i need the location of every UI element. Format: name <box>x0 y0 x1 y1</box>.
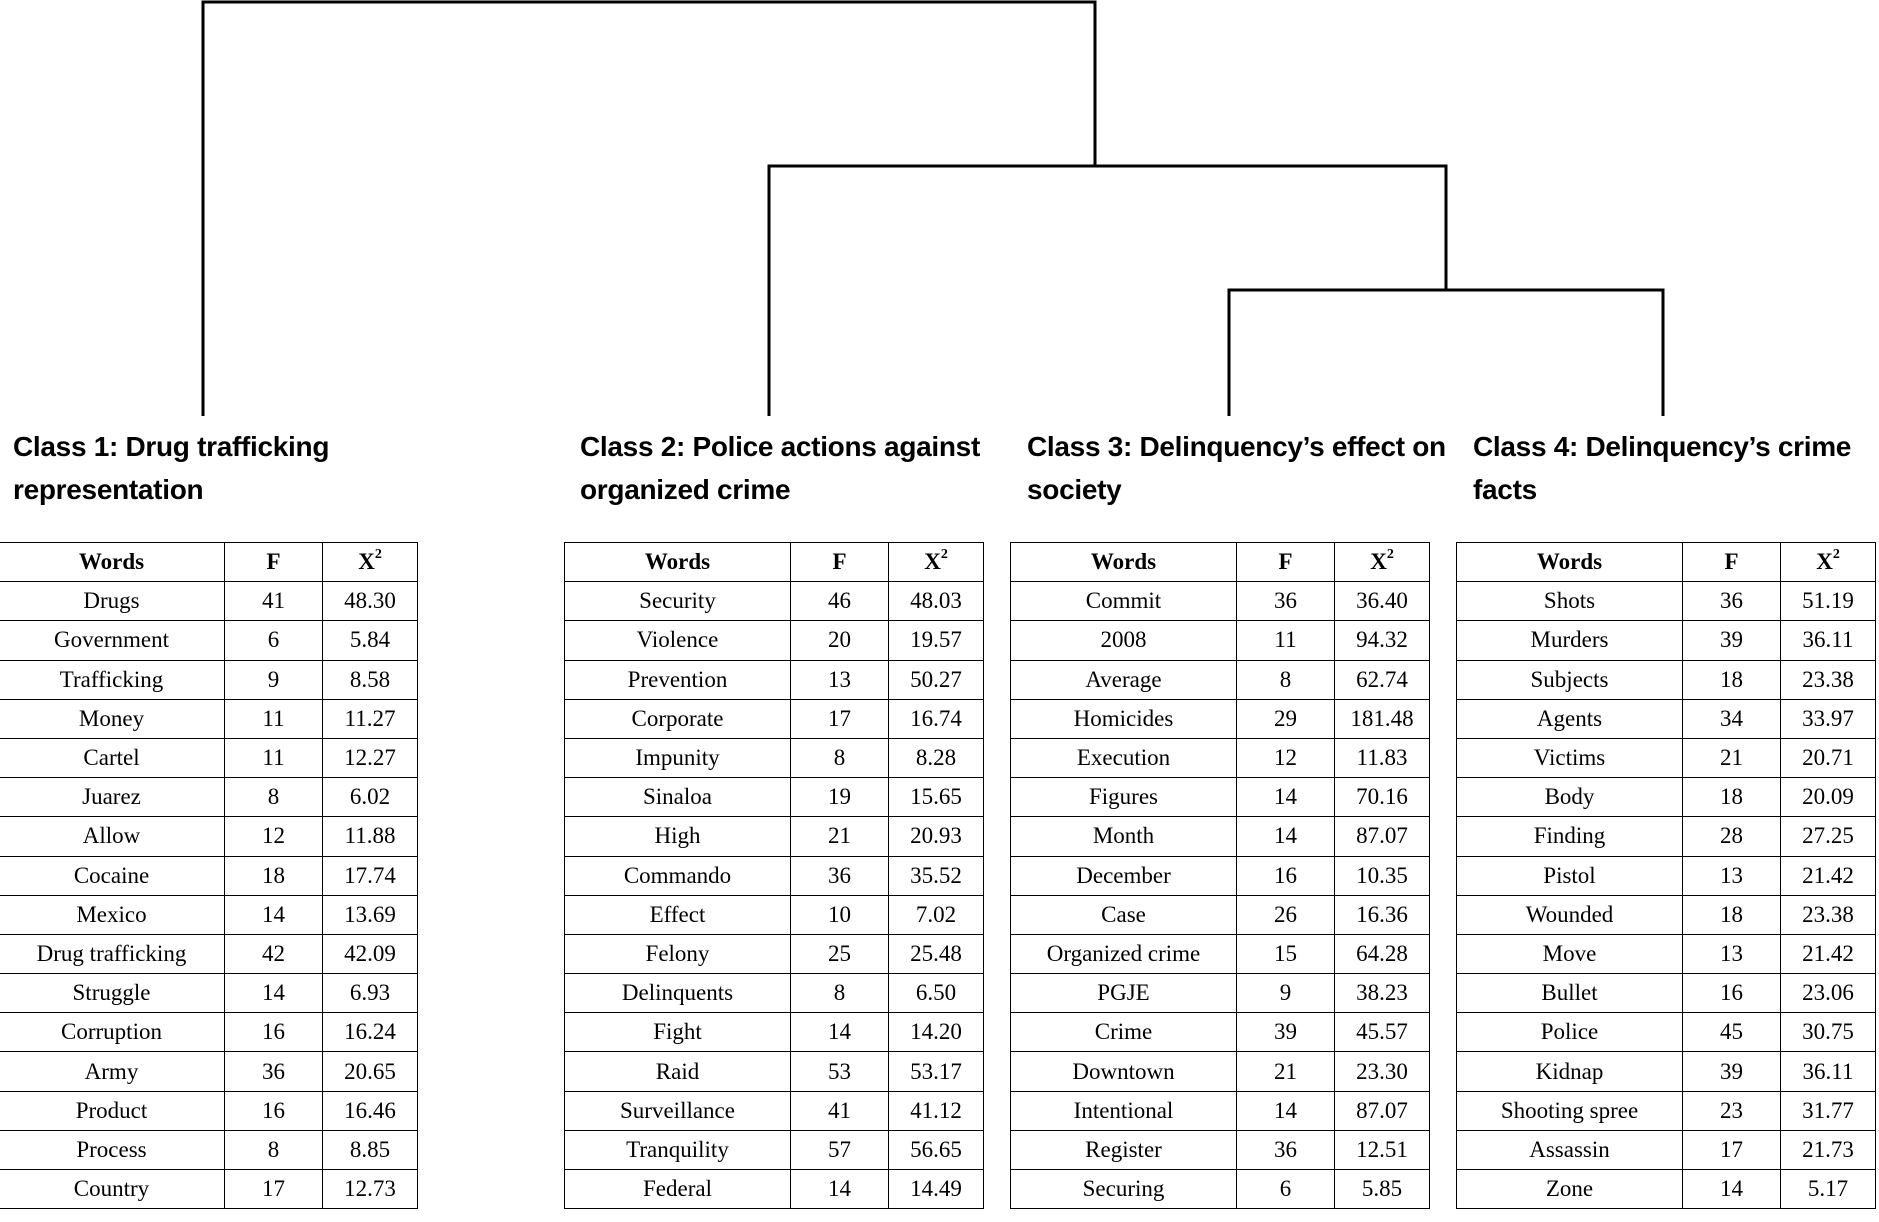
chi-square-cell: 87.07 <box>1335 1091 1430 1130</box>
frequency-cell: 16 <box>225 1013 323 1052</box>
word-cell: Allow <box>0 817 225 856</box>
table-row <box>1011 778 1430 817</box>
chi-square-cell: 23.38 <box>1781 660 1876 699</box>
frequency-cell: 39 <box>1237 1013 1335 1052</box>
frequency-cell: 18 <box>1683 895 1781 934</box>
header-words: Words <box>1457 543 1683 582</box>
frequency-cell: 8 <box>1237 660 1335 699</box>
table-row <box>0 738 418 777</box>
chi-square-cell: 94.32 <box>1335 621 1430 660</box>
word-cell: Impunity <box>565 738 791 777</box>
header-words: Words <box>565 543 791 582</box>
chi-square-cell: 64.28 <box>1335 934 1430 973</box>
chi-square-cell: 38.23 <box>1335 974 1430 1013</box>
header-x2-base: X <box>358 549 375 575</box>
frequency-cell: 36 <box>1237 582 1335 621</box>
frequency-cell: 36 <box>791 856 889 895</box>
frequency-cell: 46 <box>791 582 889 621</box>
frequency-cell: 21 <box>1237 1052 1335 1091</box>
frequency-cell: 14 <box>1237 1091 1335 1130</box>
word-cell: Murders <box>1457 621 1683 660</box>
table-row <box>565 817 984 856</box>
frequency-cell: 29 <box>1237 699 1335 738</box>
table-row <box>1011 582 1430 621</box>
table-row <box>0 1013 418 1052</box>
header-f: F <box>225 543 323 582</box>
class-3-title: Class 3: Delinquency’s effect on society <box>1027 431 1446 505</box>
frequency-cell: 36 <box>1237 1130 1335 1169</box>
frequency-cell: 8 <box>791 974 889 1013</box>
chi-square-cell: 16.24 <box>323 1013 418 1052</box>
table-row <box>0 1091 418 1130</box>
word-cell: Sinaloa <box>565 778 791 817</box>
frequency-cell: 45 <box>1683 1013 1781 1052</box>
chi-square-cell: 42.09 <box>323 934 418 973</box>
chi-square-cell: 27.25 <box>1781 817 1876 856</box>
frequency-cell: 39 <box>1683 1052 1781 1091</box>
table-row <box>1457 1013 1876 1052</box>
word-cell: Government <box>0 621 225 660</box>
chi-square-cell: 19.57 <box>889 621 984 660</box>
frequency-cell: 17 <box>225 1170 323 1209</box>
frequency-cell: 11 <box>225 738 323 777</box>
chi-square-cell: 23.06 <box>1781 974 1876 1013</box>
header-x2 <box>323 543 418 582</box>
chi-square-cell: 20.65 <box>323 1052 418 1091</box>
table-row <box>1457 856 1876 895</box>
word-cell: Bullet <box>1457 974 1683 1013</box>
table-header <box>1457 543 1876 582</box>
word-cell: Subjects <box>1457 660 1683 699</box>
chi-square-cell: 30.75 <box>1781 1013 1876 1052</box>
table-body <box>565 582 984 1209</box>
table-body <box>0 582 418 1209</box>
frequency-cell: 17 <box>791 699 889 738</box>
header-f: F <box>1237 543 1335 582</box>
chi-square-cell: 48.30 <box>323 582 418 621</box>
table-row <box>1457 934 1876 973</box>
header-row <box>1011 543 1430 582</box>
word-cell: Securing <box>1011 1170 1237 1209</box>
word-cell: Shooting spree <box>1457 1091 1683 1130</box>
chi-square-cell: 11.83 <box>1335 738 1430 777</box>
chi-square-cell: 33.97 <box>1781 699 1876 738</box>
table-body <box>1457 582 1876 1209</box>
word-cell: Corporate <box>565 699 791 738</box>
word-cell: Effect <box>565 895 791 934</box>
frequency-cell: 57 <box>791 1130 889 1169</box>
word-cell: Wounded <box>1457 895 1683 934</box>
frequency-cell: 14 <box>791 1013 889 1052</box>
frequency-cell: 8 <box>225 778 323 817</box>
chi-square-cell: 17.74 <box>323 856 418 895</box>
word-cell: Juarez <box>0 778 225 817</box>
header-words: Words <box>0 543 225 582</box>
frequency-cell: 36 <box>1683 582 1781 621</box>
chi-square-cell: 20.71 <box>1781 738 1876 777</box>
word-cell: Drugs <box>0 582 225 621</box>
frequency-cell: 9 <box>1237 974 1335 1013</box>
chi-square-cell: 45.57 <box>1335 1013 1430 1052</box>
frequency-cell: 16 <box>1237 856 1335 895</box>
header-x2-base: X <box>1370 549 1387 575</box>
frequency-cell: 11 <box>1237 621 1335 660</box>
frequency-cell: 53 <box>791 1052 889 1091</box>
frequency-cell: 41 <box>791 1091 889 1130</box>
word-cell: Average <box>1011 660 1237 699</box>
word-cell: Trafficking <box>0 660 225 699</box>
word-cell: Cocaine <box>0 856 225 895</box>
frequency-cell: 11 <box>225 699 323 738</box>
word-cell: Execution <box>1011 738 1237 777</box>
header-x2-base: X <box>1816 549 1833 575</box>
frequency-cell: 18 <box>225 856 323 895</box>
chi-square-cell: 8.85 <box>323 1130 418 1169</box>
word-cell: Intentional <box>1011 1091 1237 1130</box>
chi-square-cell: 5.85 <box>1335 1170 1430 1209</box>
table-row <box>565 1052 984 1091</box>
table-row <box>1457 699 1876 738</box>
frequency-cell: 13 <box>791 660 889 699</box>
frequency-cell: 14 <box>1237 778 1335 817</box>
word-cell: Victims <box>1457 738 1683 777</box>
frequency-cell: 41 <box>225 582 323 621</box>
word-cell: Pistol <box>1457 856 1683 895</box>
chi-square-cell: 23.38 <box>1781 895 1876 934</box>
word-cell: Product <box>0 1091 225 1130</box>
word-cell: Army <box>0 1052 225 1091</box>
chi-square-cell: 11.88 <box>323 817 418 856</box>
word-cell: Surveillance <box>565 1091 791 1130</box>
frequency-cell: 23 <box>1683 1091 1781 1130</box>
table-row <box>1011 1091 1430 1130</box>
word-cell: Crime <box>1011 1013 1237 1052</box>
table-row <box>1011 738 1430 777</box>
word-cell: Federal <box>565 1170 791 1209</box>
chi-square-cell: 87.07 <box>1335 817 1430 856</box>
class-4-table <box>1456 542 1876 1209</box>
word-cell: Process <box>0 1130 225 1169</box>
header-f: F <box>1683 543 1781 582</box>
word-cell: Security <box>565 582 791 621</box>
frequency-cell: 13 <box>1683 856 1781 895</box>
frequency-cell: 18 <box>1683 778 1781 817</box>
word-cell: Prevention <box>565 660 791 699</box>
word-cell: Corruption <box>0 1013 225 1052</box>
word-cell: Finding <box>1457 817 1683 856</box>
frequency-cell: 34 <box>1683 699 1781 738</box>
table-row <box>565 582 984 621</box>
table-row <box>565 1091 984 1130</box>
table-header <box>0 543 418 582</box>
frequency-cell: 19 <box>791 778 889 817</box>
frequency-cell: 14 <box>225 974 323 1013</box>
word-cell: Move <box>1457 934 1683 973</box>
chi-square-cell: 6.50 <box>889 974 984 1013</box>
table-row <box>1457 1052 1876 1091</box>
frequency-cell: 6 <box>1237 1170 1335 1209</box>
word-cell: Mexico <box>0 895 225 934</box>
header-x2-superscript: 2 <box>374 547 382 563</box>
word-cell: Delinquents <box>565 974 791 1013</box>
header-words: Words <box>1011 543 1237 582</box>
word-cell: Agents <box>1457 699 1683 738</box>
class-2-title: Class 2: Police actions against organized crime <box>580 431 980 505</box>
class-2-table <box>564 542 984 1209</box>
table-row <box>0 974 418 1013</box>
word-cell: High <box>565 817 791 856</box>
chi-square-cell: 21.42 <box>1781 856 1876 895</box>
word-cell: Shots <box>1457 582 1683 621</box>
header-x2-superscript: 2 <box>940 547 948 563</box>
chi-square-cell: 14.20 <box>889 1013 984 1052</box>
table-row <box>0 699 418 738</box>
table-row <box>0 582 418 621</box>
word-cell: December <box>1011 856 1237 895</box>
header-row <box>0 543 418 582</box>
frequency-cell: 28 <box>1683 817 1781 856</box>
chi-square-cell: 51.19 <box>1781 582 1876 621</box>
table-row <box>0 778 418 817</box>
word-cell: Kidnap <box>1457 1052 1683 1091</box>
chi-square-cell: 6.02 <box>323 778 418 817</box>
chi-square-cell: 16.46 <box>323 1091 418 1130</box>
header-f: F <box>791 543 889 582</box>
table-header <box>1011 543 1430 582</box>
table-row <box>565 1170 984 1209</box>
table-row <box>1011 1130 1430 1169</box>
table-row <box>565 778 984 817</box>
table-row <box>1457 1170 1876 1209</box>
chi-square-cell: 23.30 <box>1335 1052 1430 1091</box>
chi-square-cell: 48.03 <box>889 582 984 621</box>
table-row <box>1011 1052 1430 1091</box>
table-row <box>1457 1091 1876 1130</box>
chi-square-cell: 36.11 <box>1781 621 1876 660</box>
table-row <box>1457 817 1876 856</box>
table-row <box>565 895 984 934</box>
table-row <box>1011 660 1430 699</box>
table-row <box>1011 974 1430 1013</box>
frequency-cell: 12 <box>225 817 323 856</box>
word-cell: Money <box>0 699 225 738</box>
table-row <box>0 934 418 973</box>
chi-square-cell: 16.36 <box>1335 895 1430 934</box>
frequency-cell: 26 <box>1237 895 1335 934</box>
word-cell: Struggle <box>0 974 225 1013</box>
table-row <box>565 699 984 738</box>
table-row <box>1011 817 1430 856</box>
table-row <box>565 738 984 777</box>
header-row <box>1457 543 1876 582</box>
frequency-cell: 14 <box>1237 817 1335 856</box>
chi-square-cell: 21.42 <box>1781 934 1876 973</box>
frequency-cell: 14 <box>1683 1170 1781 1209</box>
table-row <box>1011 856 1430 895</box>
header-x2-superscript: 2 <box>1832 547 1840 563</box>
table-row <box>1457 974 1876 1013</box>
chi-square-cell: 21.73 <box>1781 1130 1876 1169</box>
class-1-table <box>0 542 418 1209</box>
frequency-cell: 17 <box>1683 1130 1781 1169</box>
chi-square-cell: 15.65 <box>889 778 984 817</box>
table-row <box>565 856 984 895</box>
dendrogram <box>0 0 1879 420</box>
chi-square-cell: 13.69 <box>323 895 418 934</box>
frequency-cell: 20 <box>791 621 889 660</box>
word-cell: Drug trafficking <box>0 934 225 973</box>
chi-square-cell: 53.17 <box>889 1052 984 1091</box>
word-cell: PGJE <box>1011 974 1237 1013</box>
table-row <box>1457 621 1876 660</box>
chi-square-cell: 181.48 <box>1335 699 1430 738</box>
table-row <box>0 817 418 856</box>
frequency-cell: 18 <box>1683 660 1781 699</box>
frequency-cell: 9 <box>225 660 323 699</box>
chi-square-cell: 12.73 <box>323 1170 418 1209</box>
table-row <box>0 856 418 895</box>
word-cell: Commando <box>565 856 791 895</box>
header-x2 <box>889 543 984 582</box>
frequency-cell: 36 <box>225 1052 323 1091</box>
chi-square-cell: 6.93 <box>323 974 418 1013</box>
frequency-cell: 21 <box>791 817 889 856</box>
chi-square-cell: 50.27 <box>889 660 984 699</box>
chi-square-cell: 8.28 <box>889 738 984 777</box>
frequency-cell: 42 <box>225 934 323 973</box>
chi-square-cell: 12.27 <box>323 738 418 777</box>
table-row <box>0 621 418 660</box>
word-cell: Body <box>1457 778 1683 817</box>
chi-square-cell: 36.11 <box>1781 1052 1876 1091</box>
frequency-cell: 15 <box>1237 934 1335 973</box>
frequency-cell: 13 <box>1683 934 1781 973</box>
word-cell: Raid <box>565 1052 791 1091</box>
frequency-cell: 10 <box>791 895 889 934</box>
table-row <box>1011 895 1430 934</box>
frequency-cell: 8 <box>225 1130 323 1169</box>
word-cell: Police <box>1457 1013 1683 1052</box>
word-cell: Homicides <box>1011 699 1237 738</box>
table-row <box>565 974 984 1013</box>
header-x2 <box>1781 543 1876 582</box>
word-cell: Zone <box>1457 1170 1683 1209</box>
header-x2-base: X <box>924 549 941 575</box>
table-body <box>1011 582 1430 1209</box>
dendrogram-class3-class4-branch <box>1229 290 1663 416</box>
table-row <box>1457 738 1876 777</box>
class-4-title: Class 4: Delinquency’s crime facts <box>1473 431 1852 505</box>
table-row <box>1011 934 1430 973</box>
frequency-cell: 6 <box>225 621 323 660</box>
word-cell: Violence <box>565 621 791 660</box>
header-x2-superscript: 2 <box>1386 547 1394 563</box>
table-row <box>1457 582 1876 621</box>
chi-square-cell: 10.35 <box>1335 856 1430 895</box>
table-row <box>1011 1170 1430 1209</box>
table-row <box>1457 1130 1876 1169</box>
chi-square-cell: 56.65 <box>889 1130 984 1169</box>
chi-square-cell: 20.93 <box>889 817 984 856</box>
chi-square-cell: 70.16 <box>1335 778 1430 817</box>
word-cell: Fight <box>565 1013 791 1052</box>
header-row <box>565 543 984 582</box>
dendrogram-root-branch <box>203 2 1095 416</box>
table-row <box>0 1052 418 1091</box>
word-cell: Commit <box>1011 582 1237 621</box>
frequency-cell: 21 <box>1683 738 1781 777</box>
chi-square-cell: 35.52 <box>889 856 984 895</box>
word-cell: Month <box>1011 817 1237 856</box>
chi-square-cell: 16.74 <box>889 699 984 738</box>
class-3-table <box>1010 542 1430 1209</box>
frequency-cell: 25 <box>791 934 889 973</box>
chi-square-cell: 11.27 <box>323 699 418 738</box>
table-row <box>0 660 418 699</box>
word-cell: Organized crime <box>1011 934 1237 973</box>
word-cell: Cartel <box>0 738 225 777</box>
header-x2 <box>1335 543 1430 582</box>
table-row <box>1011 699 1430 738</box>
word-cell: Case <box>1011 895 1237 934</box>
frequency-cell: 16 <box>225 1091 323 1130</box>
word-cell: Tranquility <box>565 1130 791 1169</box>
table-row <box>565 660 984 699</box>
chi-square-cell: 20.09 <box>1781 778 1876 817</box>
chi-square-cell: 5.84 <box>323 621 418 660</box>
word-cell: Register <box>1011 1130 1237 1169</box>
table-row <box>1457 778 1876 817</box>
table-row <box>0 1130 418 1169</box>
chi-square-cell: 5.17 <box>1781 1170 1876 1209</box>
chi-square-cell: 25.48 <box>889 934 984 973</box>
table-row <box>565 1130 984 1169</box>
frequency-cell: 14 <box>225 895 323 934</box>
table-row <box>1011 1013 1430 1052</box>
chi-square-cell: 62.74 <box>1335 660 1430 699</box>
word-cell: Felony <box>565 934 791 973</box>
chi-square-cell: 8.58 <box>323 660 418 699</box>
table-row <box>565 934 984 973</box>
table-row <box>0 1170 418 1209</box>
word-cell: Downtown <box>1011 1052 1237 1091</box>
table-row <box>565 1013 984 1052</box>
frequency-cell: 39 <box>1683 621 1781 660</box>
table-header <box>565 543 984 582</box>
chi-square-cell: 12.51 <box>1335 1130 1430 1169</box>
frequency-cell: 12 <box>1237 738 1335 777</box>
word-cell: Figures <box>1011 778 1237 817</box>
word-cell: Assassin <box>1457 1130 1683 1169</box>
chi-square-cell: 14.49 <box>889 1170 984 1209</box>
chi-square-cell: 36.40 <box>1335 582 1430 621</box>
word-cell: Country <box>0 1170 225 1209</box>
table-row <box>1457 895 1876 934</box>
table-row <box>1011 621 1430 660</box>
table-row <box>1457 660 1876 699</box>
class-1-title: Class 1: Drug trafficking representation <box>13 431 330 505</box>
frequency-cell: 8 <box>791 738 889 777</box>
table-row <box>565 621 984 660</box>
word-cell: 2008 <box>1011 621 1237 660</box>
frequency-cell: 16 <box>1683 974 1781 1013</box>
chi-square-cell: 7.02 <box>889 895 984 934</box>
chi-square-cell: 41.12 <box>889 1091 984 1130</box>
table-row <box>0 895 418 934</box>
frequency-cell: 14 <box>791 1170 889 1209</box>
chi-square-cell: 31.77 <box>1781 1091 1876 1130</box>
